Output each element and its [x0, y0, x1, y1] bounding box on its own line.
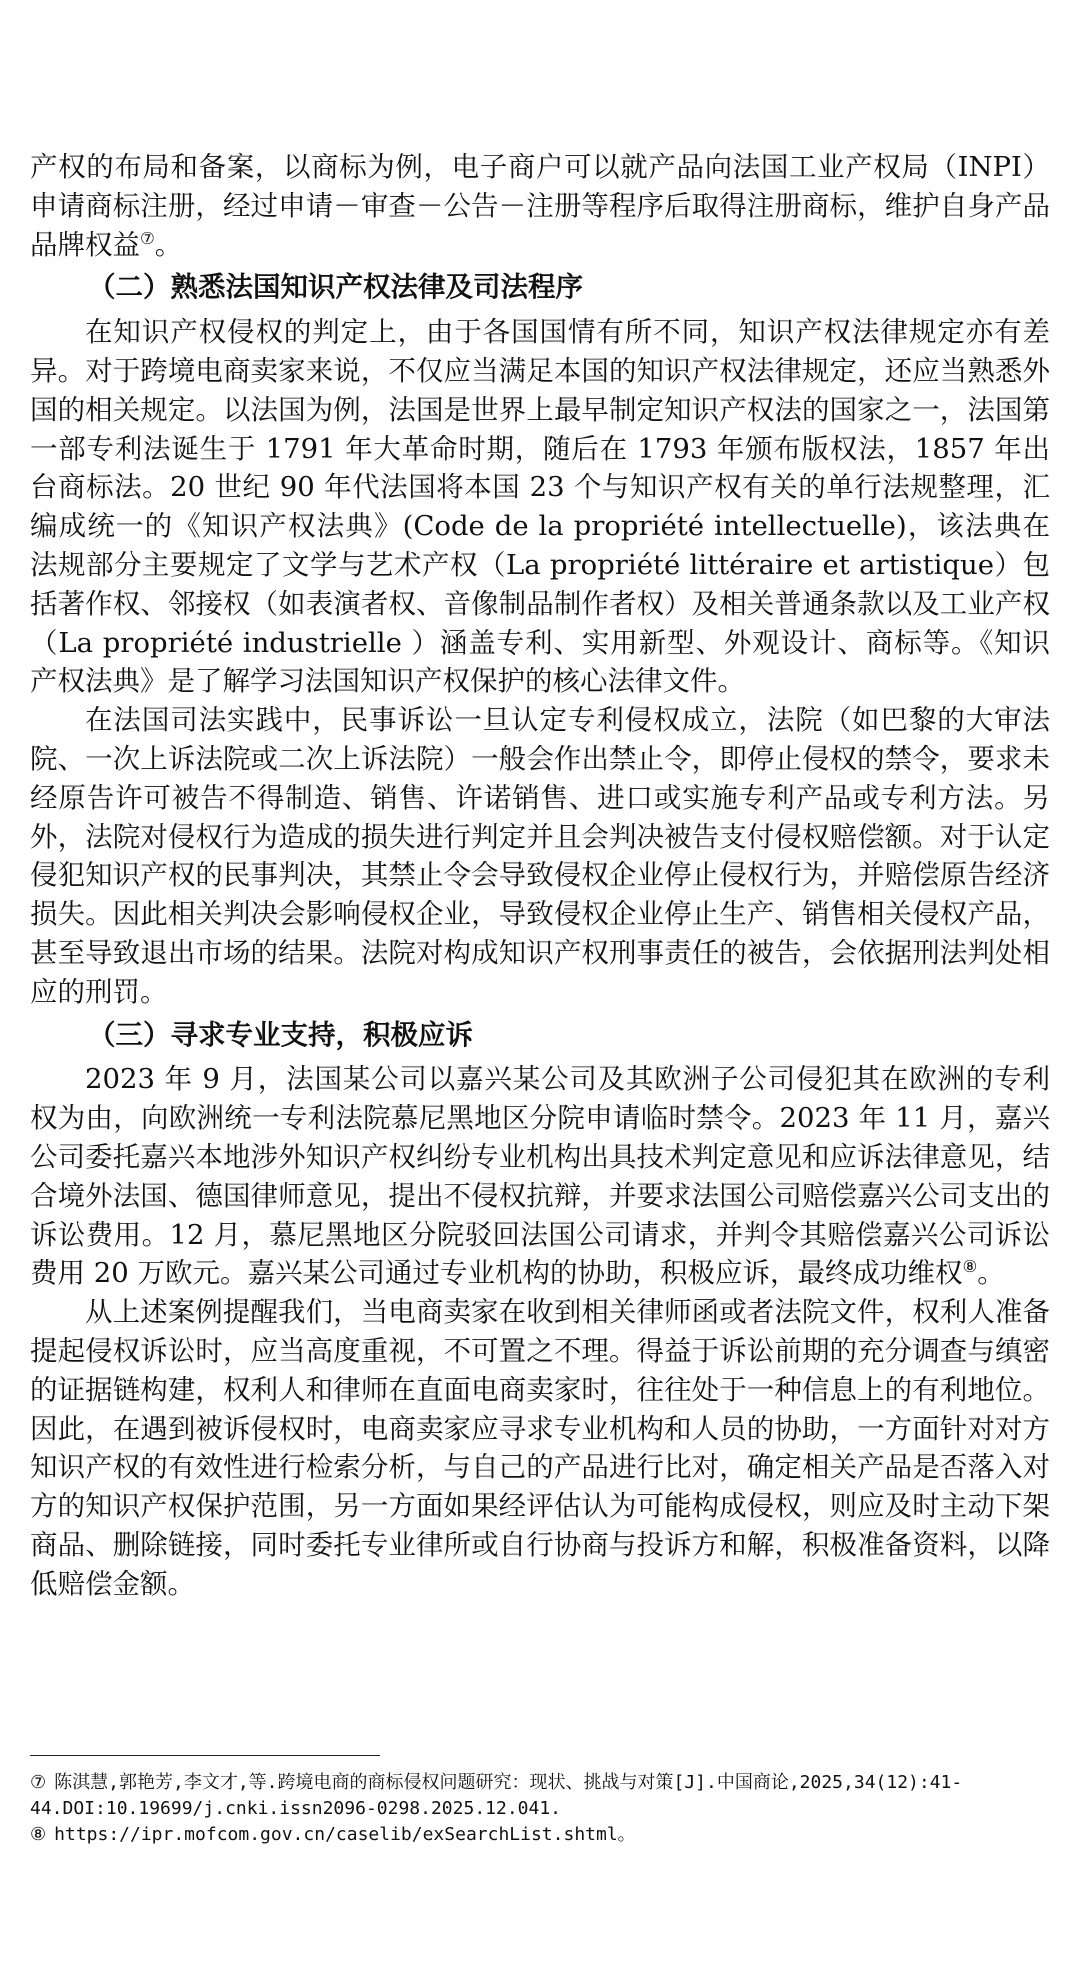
- footnote-divider: [30, 1755, 380, 1756]
- paragraph-continued: 产权的布局和备案，以商标为例，电子商户可以就产品向法国工业产权局（INPI）申请商标注册，经过申请－审查－公告－注册等程序后取得注册商标，维护自身产品品牌权益⑦。: [30, 151, 1050, 261]
- footnotes: [30, 1755, 1050, 1848]
- footnote-text: 陈淇慧,郭艳芳,李文才,等.跨境电商的商标侵权问题研究：现状、挑战与对策[J].中国商论,2025,34(12):41-44.DOI:10.19699/j.cnki.issn2096-0298.2025.12.041.: [30, 1772, 963, 1819]
- section-heading-2: （二）熟悉法国知识产权法律及司法程序: [88, 271, 583, 304]
- footnote-item: [30, 1770, 1050, 1822]
- footnote-item: [30, 1822, 1050, 1848]
- paragraph-text: 2023 年 9 月，法国某公司以嘉兴某公司及其欧洲子公司侵犯其在欧洲的专利权为由，向欧洲统一专利法院慕尼黑地区分院申请临时禁令。2023 年 11 月，嘉兴公司委托嘉兴本地涉外知识产权纠纷专业机构出具技术判定意见和应诉法律意见，结合境外法国、德国律师意见，提出不侵权抗辩，并要求法国公司赔偿嘉兴公司支出的诉讼费用。12 月，慕尼黑地区分院驳回法国公司请求，并判令其赔偿嘉兴公司诉讼费用 20 万欧元。嘉兴某公司通过专业机构的协助，积极应诉，最终成功维权: [30, 1063, 1050, 1290]
- paragraph: 从上述案例提醒我们，当电商卖家在收到相关律师函或者法院文件，权利人准备提起侵权诉讼时，应当高度重视，不可置之不理。得益于诉讼前期的充分调查与缜密的证据链构建，权利人和律师在直面电商卖家时，往往处于一种信息上的有利地位。因此，在遇到被诉侵权时，电商卖家应寻求专业机构和人员的协助，一方面针对对方知识产权的有效性进行检索分析，与自己的产品进行比对，确定相关产品是否落入对方的知识产权保护范围，另一方面如果经评估认为可能构成侵权，则应及时主动下架商品、删除链接，同时委托专业律所或自行协商与投诉方和解，积极准备资料，以降低赔偿金额。: [30, 1296, 1050, 1600]
- footnote-ref[interactable]: ⑦: [140, 228, 155, 248]
- section-heading-3: （三）寻求专业支持，积极应诉: [88, 1018, 473, 1051]
- footnote-mark: ⑧: [30, 1824, 47, 1845]
- footnote-ref[interactable]: ⑧: [962, 1257, 978, 1277]
- paragraph: 2023 年 9 月，法国某公司以嘉兴某公司及其欧洲子公司侵犯其在欧洲的专利权为由，向欧洲统一专利法院慕尼黑地区分院申请临时禁令。2023 年 11 月，嘉兴公司委托嘉兴本地涉外知识产权纠纷专业机构出具技术判定意见和应诉法律意见，结合境外法国、德国律师意见，提出不侵权抗辩，并要求法国公司赔偿嘉兴公司支出的诉讼费用。12 月，慕尼黑地区分院驳回法国公司请求，并判令其赔偿嘉兴公司诉讼费用 20 万欧元。嘉兴某公司通过专业机构的协助，积极应诉，最终成功维权⑧。: [30, 1063, 1050, 1290]
- footnote-mark: ⑦: [30, 1772, 47, 1793]
- paragraph: 在知识产权侵权的判定上，由于各国国情有所不同，知识产权法律规定亦有差异。对于跨境电商卖家来说，不仅应当满足本国的知识产权法律规定，还应当熟悉外国的相关规定。以法国为例，法国是世界上最早制定知识产权法的国家之一，法国第一部专利法诞生于 1791 年大革命时期，随后在 1793 年颁布版权法，1857 年出台商标法。20 世纪 90 年代法国将本国 23 个与知识产权有关的单行法规整理，汇编成统一的《知识产权法典》(Code de la propriété intellectuelle)，该法典在法规部分主要规定了文学与艺术产权（La propriété littéraire et artistique）包括著作权、邻接权（如表演者权、音像制品制作者权）及相关普通条款以及工业产权（La propriété industrielle ）涵盖专利、实用新型、外观设计、商标等。《知识产权法典》是了解学习法国知识产权保护的核心法律文件。: [30, 316, 1050, 698]
- paragraph-text: 产权的布局和备案，以商标为例，电子商户可以就产品向法国工业产权局（INPI）申请商标注册，经过申请－审查－公告－注册等程序后取得注册商标，维护自身产品品牌权益: [30, 151, 1050, 261]
- paragraph: 在法国司法实践中，民事诉讼一旦认定专利侵权成立，法院（如巴黎的大审法院、一次上诉法院或二次上诉法院）一般会作出禁止令，即停止侵权的禁令，要求未经原告许可被告不得制造、销售、许诺销售、进口或实施专利产品或专利方法。另外，法院对侵权行为造成的损失进行判定并且会判决被告支付侵权赔偿额。对于认定侵犯知识产权的民事判决，其禁止令会导致侵权企业停止侵权行为，并赔偿原告经济损失。因此相关判决会影响侵权企业，导致侵权企业停止生产、销售相关侵权产品，甚至导致退出市场的结果。法院对构成知识产权刑事责任的被告，会依据刑法判处相应的刑罚。: [30, 704, 1050, 1008]
- footnote-link[interactable]: https://ipr.mofcom.gov.cn/caselib/exSearchList.shtml。: [54, 1824, 636, 1845]
- document-body: [30, 148, 1050, 1603]
